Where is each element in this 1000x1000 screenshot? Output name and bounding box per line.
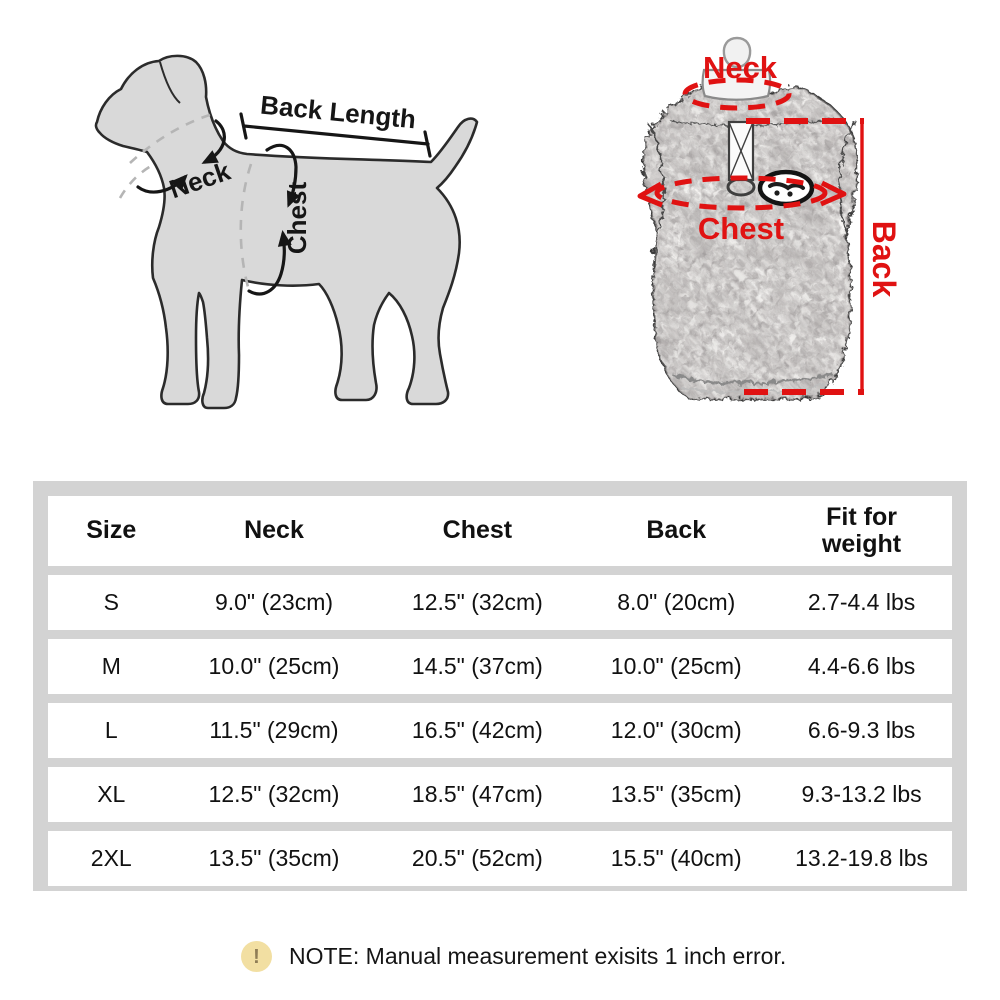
col-header-neck: Neck <box>244 516 304 545</box>
table-row-s <box>48 575 952 630</box>
cell-size: XL <box>97 781 126 807</box>
cell-chest: 16.5" (42cm) <box>411 717 543 743</box>
cell-weight: 9.3-13.2 lbs <box>801 781 922 807</box>
table-row-2xl <box>48 831 952 886</box>
chest-label: Chest <box>282 181 312 255</box>
cell-size: M <box>101 653 121 679</box>
cell-size: S <box>103 589 119 615</box>
table-header-row <box>48 496 952 566</box>
col-header-weight <box>771 504 952 559</box>
cell-chest: 12.5" (32cm) <box>411 589 543 615</box>
measurement-note <box>241 941 786 972</box>
illustration-area <box>0 0 1000 460</box>
cell-neck: 13.5" (35cm) <box>208 845 340 871</box>
size-table <box>33 481 967 891</box>
table-row-xl <box>48 767 952 822</box>
cell-back: 15.5" (40cm) <box>610 845 742 871</box>
cell-weight: 2.7-4.4 lbs <box>807 589 916 615</box>
cell-back: 13.5" (35cm) <box>610 781 742 807</box>
neck-label: Neck <box>165 155 234 205</box>
dog-measure-diagram <box>96 56 477 408</box>
garment-neck-label: Neck <box>702 50 778 85</box>
col-header-chest: Chest <box>442 516 513 545</box>
cell-neck: 12.5" (32cm) <box>208 781 340 807</box>
col-header-size: Size <box>86 516 137 545</box>
cell-chest: 18.5" (47cm) <box>411 781 543 807</box>
cell-back: 12.0" (30cm) <box>610 717 742 743</box>
table-row-m <box>48 639 952 694</box>
cell-back: 10.0" (25cm) <box>610 653 742 679</box>
note-text: NOTE: Manual measurement exisits 1 inch error. <box>289 943 787 969</box>
garment-chest-label: Chest <box>697 211 785 246</box>
cell-size: 2XL <box>90 845 132 871</box>
col-header-weight-text: Fit for weight <box>821 502 902 558</box>
neck-dashed-guide-2 <box>120 166 151 198</box>
col-header-back: Back <box>646 516 707 545</box>
cell-neck: 9.0" (23cm) <box>214 589 334 615</box>
sweater-product-diagram <box>630 38 902 410</box>
back-length-label: Back Length <box>259 89 418 135</box>
cell-neck: 10.0" (25cm) <box>208 653 340 679</box>
cell-neck: 11.5" (29cm) <box>209 717 339 743</box>
exclamation-icon: ! <box>241 941 272 972</box>
cell-weight: 13.2-19.8 lbs <box>795 845 929 871</box>
table-row-l <box>48 703 952 758</box>
garment-back-label: Back <box>866 220 902 298</box>
cell-weight: 6.6-9.3 lbs <box>807 717 916 743</box>
cell-weight: 4.4-6.6 lbs <box>807 653 916 679</box>
cell-size: L <box>104 717 118 743</box>
cell-back: 8.0" (20cm) <box>617 589 736 615</box>
cell-chest: 14.5" (37cm) <box>411 653 543 679</box>
cell-chest: 20.5" (52cm) <box>411 845 543 871</box>
